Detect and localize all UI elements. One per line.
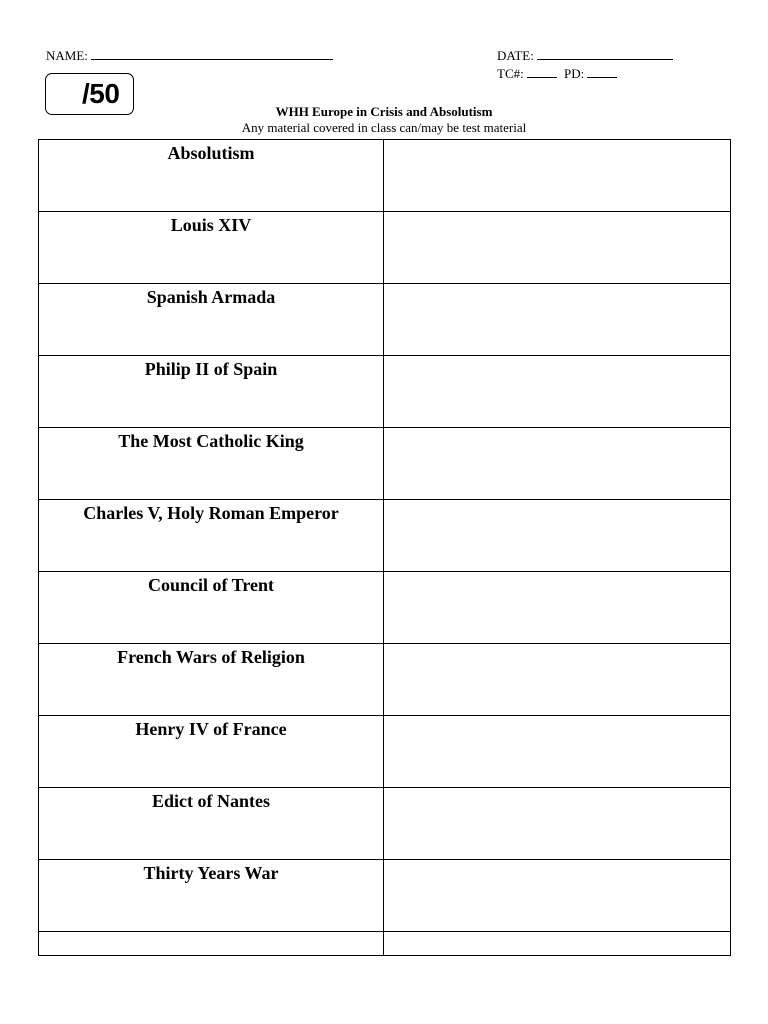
empty-answer-cell[interactable] xyxy=(384,932,731,956)
term-cell: The Most Catholic King xyxy=(39,428,384,500)
answer-cell[interactable] xyxy=(384,860,731,932)
term-cell: Absolutism xyxy=(39,140,384,212)
term-cell: Council of Trent xyxy=(39,572,384,644)
term-cell: Spanish Armada xyxy=(39,284,384,356)
name-field xyxy=(46,47,333,64)
pd-blank[interactable] xyxy=(587,65,617,78)
term-cell: Charles V, Holy Roman Emperor xyxy=(39,500,384,572)
table-row xyxy=(39,572,731,644)
score-total: /50 xyxy=(82,78,120,109)
table-row-empty xyxy=(39,932,731,956)
table-row xyxy=(39,356,731,428)
answer-cell[interactable] xyxy=(384,284,731,356)
table-row xyxy=(39,788,731,860)
name-label: NAME: xyxy=(46,48,88,63)
term-cell: Henry IV of France xyxy=(39,716,384,788)
answer-cell[interactable] xyxy=(384,356,731,428)
answer-cell[interactable] xyxy=(384,644,731,716)
tc-label: TC#: xyxy=(497,66,524,81)
answer-cell[interactable] xyxy=(384,428,731,500)
tc-blank[interactable] xyxy=(527,65,557,78)
name-blank[interactable] xyxy=(91,47,333,60)
table-row xyxy=(39,500,731,572)
term-cell: French Wars of Religion xyxy=(39,644,384,716)
document-subtitle: Any material covered in class can/may be test material xyxy=(241,120,527,135)
empty-term-cell xyxy=(39,932,384,956)
answer-cell[interactable] xyxy=(384,500,731,572)
pd-label: PD: xyxy=(563,66,585,81)
answer-cell[interactable] xyxy=(384,140,731,212)
table-row xyxy=(39,140,731,212)
answer-cell[interactable] xyxy=(384,788,731,860)
table-row xyxy=(39,284,731,356)
answer-cell[interactable] xyxy=(384,716,731,788)
table-row xyxy=(39,212,731,284)
answer-cell[interactable] xyxy=(384,572,731,644)
table-row xyxy=(39,716,731,788)
table-row xyxy=(39,860,731,932)
terms-table xyxy=(38,139,731,956)
term-cell: Thirty Years War xyxy=(39,860,384,932)
table-row xyxy=(39,644,731,716)
term-cell: Philip II of Spain xyxy=(39,356,384,428)
answer-cell[interactable] xyxy=(384,212,731,284)
date-label: DATE: xyxy=(497,48,534,63)
tc-pd-field xyxy=(497,65,617,82)
term-cell: Edict of Nantes xyxy=(39,788,384,860)
document-title: WHH Europe in Crisis and Absolutism xyxy=(275,104,493,119)
term-cell: Louis XIV xyxy=(39,212,384,284)
date-blank[interactable] xyxy=(537,47,673,60)
table-row xyxy=(39,428,731,500)
date-field xyxy=(497,47,673,64)
